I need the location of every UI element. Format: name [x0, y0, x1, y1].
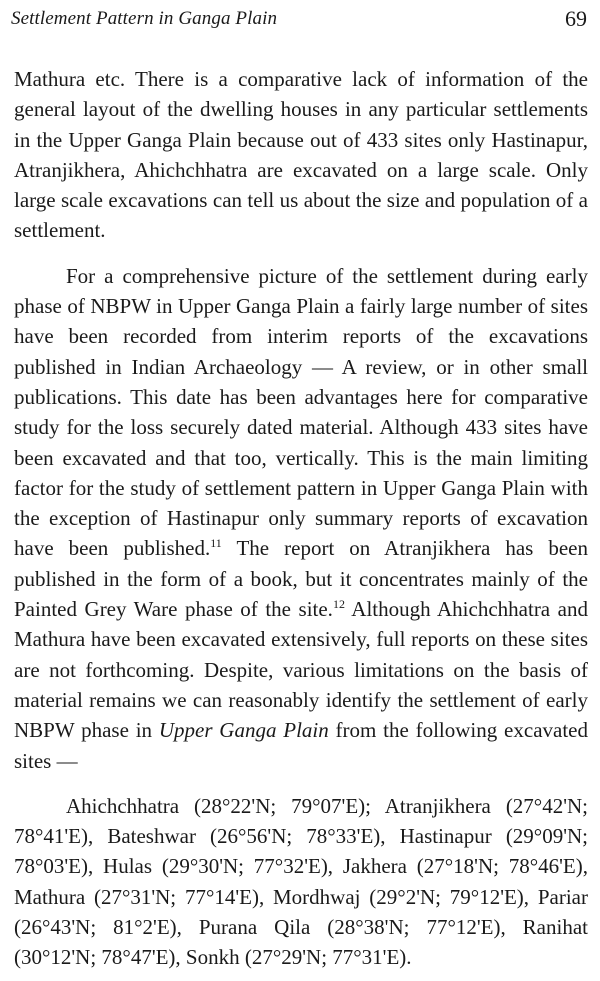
footnote-marker-11: 11: [210, 536, 222, 551]
footnote-marker-12: 12: [332, 597, 345, 612]
paragraph-2-part-4: from the following excavated sites —: [14, 718, 589, 773]
page-number: 69: [565, 6, 587, 31]
paragraph-2-part-1: For a comprehensive picture of the settlement during early phase of NBPW in Upper Ganga Plain a fairly large number of sites have been recorded from interim reports of the excavations published in Indian Archaeology — A review, or in other small publications. This date has been advantages here for comparative study for the loss securely dated material. Although 433 sites have been excavated and that too, vertically. This is the main limiting factor for the study of settlement pattern in Upper Ganga Plain with the exception of Hastinapur only summary reports of excavation have been published.: [14, 263, 588, 561]
paragraph-3-site-list: Ahichchhatra (28°22'N; 79°07'E); Atranjikhera (27°42'N; 78°41'E), Bateshwar (26°56'N; 78°33'E), Hastinapur (29°09'N; 78°03'E), Hulas (29°30'N; 77°32'E), Jakhera (27°18'N; 78°46'E), Mathura (27°31'N; 77°14'E), Mordhwaj (29°2'N; 79°12'E), Pariar (26°43'N; 81°2'E), Purana Qila (28°38'N; 77°12'E), Ranihat (30°12'N; 78°47'E), Sonkh (27°29'N; 77°31'E).: [14, 793, 588, 970]
paragraph-1: Mathura etc. There is a comparative lack of information of the general layout of the dwelling houses in any particular settlements in the Upper Ganga Plain because out of 433 sites only Hastinapur, Atranjikhera, Ahichchhatra are excavated on a large scale. Only large scale excavations can tell us about the size and population of a settlement.: [14, 67, 588, 243]
body-text: [14, 64, 588, 973]
paragraph-2: [14, 261, 588, 776]
paragraph-2-italic-phrase: Upper Ganga Plain: [158, 718, 329, 743]
paragraph-2-part-2: The report on Atranjikhera has been published in the form of a book, but it concentrates mainly of the Painted Grey Ware phase of the site.: [14, 536, 588, 622]
running-head-title: Settlement Pattern in Ganga Plain: [11, 8, 278, 29]
paragraph-2-part-3: Although Ahichchhatra and Mathura have been excavated extensively, full reports on these sites are not forthcoming. Despite, various limitations on the basis of material remains we can reasonably identify the settlement of early NBPW phase in: [14, 597, 588, 743]
